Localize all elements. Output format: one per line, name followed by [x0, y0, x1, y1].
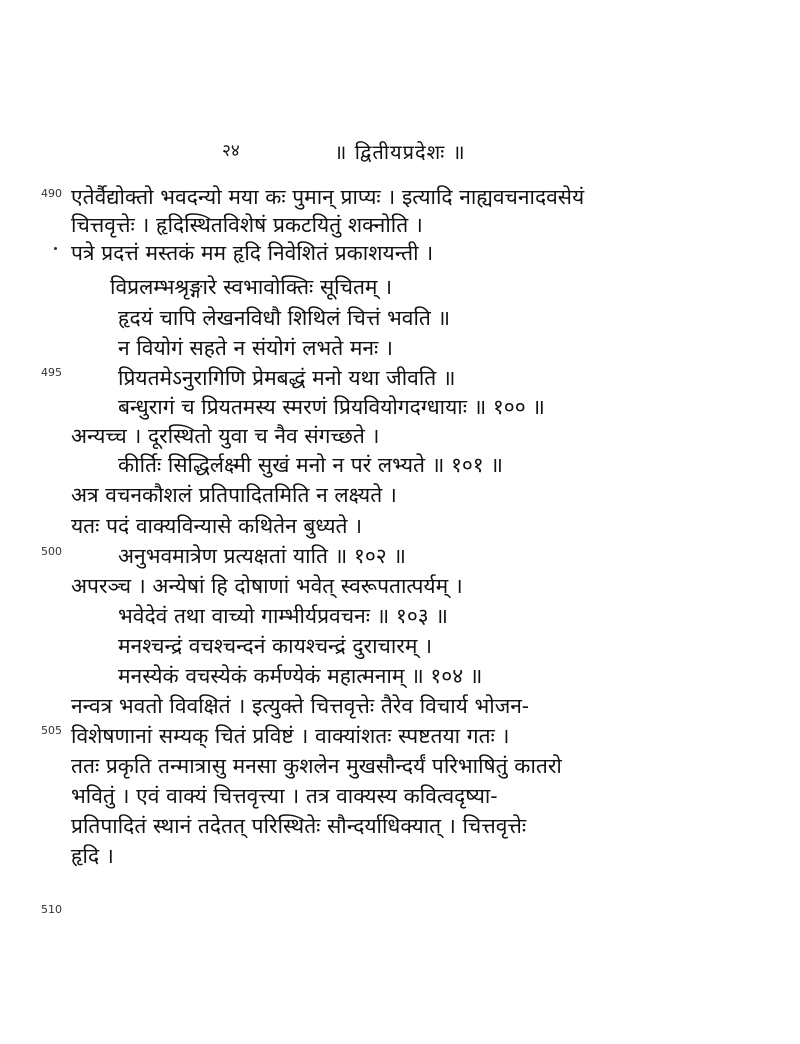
- text-line: विशेषणानां सम्यक् चितं प्रविष्टं । वाक्यांशतः स्पष्टतया गतः ।: [71, 724, 510, 748]
- text-line: एतेर्वैद्योक्तो भवदन्यो मया कः पुमान् प्राप्यः । इत्यादि नाह्यवचनादवसेयं: [71, 185, 585, 209]
- text-line: चित्तवृत्तेः । हृदिस्थितविशेषं प्रकटयितुं शक्नोति ।: [71, 213, 423, 237]
- margin-tick-mark: [54, 247, 57, 250]
- text-line: हृदि ।: [71, 844, 114, 868]
- verse-line: प्रियतमेऽनुरागिणि प्रेमबद्धं मनो यथा जीवति ॥: [118, 366, 456, 390]
- verse-line: हृदयं चापि लेखनविधौ शिथिलं चित्तं भवति ॥: [118, 306, 451, 330]
- page-number: २४: [222, 141, 240, 161]
- margin-line-number: 495: [41, 366, 62, 379]
- running-head: ॥ द्विती‌यप्रदेशः ॥: [334, 140, 466, 164]
- text-line: यतः पदं वाक्यविन्यासे कथितेन बुध्यते ।: [71, 514, 363, 538]
- margin-line-number: 500: [41, 545, 62, 558]
- page-header: [0, 138, 800, 168]
- text-line: भवितुं । एवं वाक्यं चित्तवृत्त्या । तत्र वाक्यस्य कवित्वदृष्या-: [71, 784, 498, 808]
- verse-line: मनश्चन्द्रं वचश्चन्दनं कायश्चन्द्रं दुराचारम् ।: [118, 634, 433, 658]
- text-line: अत्र वचनकौशलं प्रतिपादितमिति न लक्ष्यते ।: [71, 483, 397, 507]
- margin-line-number: 490: [41, 187, 62, 200]
- verse-line: अनुभवमात्रेण प्रत्यक्षतां याति ॥ १०२ ॥: [118, 544, 406, 568]
- verse-line: मनस्येकं वचस्येकं कर्मण्येकं महात्मनाम् ॥ १०४ ॥: [118, 664, 483, 688]
- verse-line: न वियोगं सहते न संयोगं लभते मनः ।: [118, 336, 393, 360]
- text-line: अपरञ्च । अन्येषां हि दोषाणां भवेत् स्वरूपतात्पर्यम् ।: [71, 574, 463, 598]
- text-line: पत्रे प्रदत्तं मस्तकं मम हृदि निवेशितं प्रकाशयन्ती ।: [71, 241, 434, 265]
- text-line: अन्यच्च । दूरस्थितो युवा च नैव संगच्छते ।: [71, 424, 380, 448]
- text-line: ततः प्रकृति तन्मात्रासु मनसा कुशलेन मुखसौन्दर्यं परिभाषितुं कातरो: [71, 754, 562, 778]
- verse-line: भवेदेवं तथा वाच्यो गाम्भीर्यप्रवचनः ॥ १०३ ॥: [118, 604, 448, 628]
- margin-line-number: 510: [41, 903, 62, 916]
- verse-line: कीर्तिः सिद्धिर्लक्ष्मी सुखं मनो न परं लभ्यते ॥ १०१ ॥: [118, 453, 503, 477]
- verse-line: बन्धुरागं च प्रियतमस्य स्मरणं प्रियवियोगदग्धायाः ॥ १०० ॥: [118, 395, 545, 419]
- verse-line: विप्रलम्भश्रृङ्गारे स्वभावोक्तिः सूचितम् ।: [110, 275, 393, 299]
- margin-line-number: 505: [41, 724, 62, 737]
- text-line: नन्वत्र भवतो विवक्षितं । इत्युक्ते चित्तवृत्तेः तैरेव विचार्य भोजन-: [71, 694, 530, 718]
- text-line: प्रतिपादितं स्थानं तदेतत् परिस्थितेः सौन्दर्याधिक्यात् । चित्तवृत्तेः: [71, 814, 527, 838]
